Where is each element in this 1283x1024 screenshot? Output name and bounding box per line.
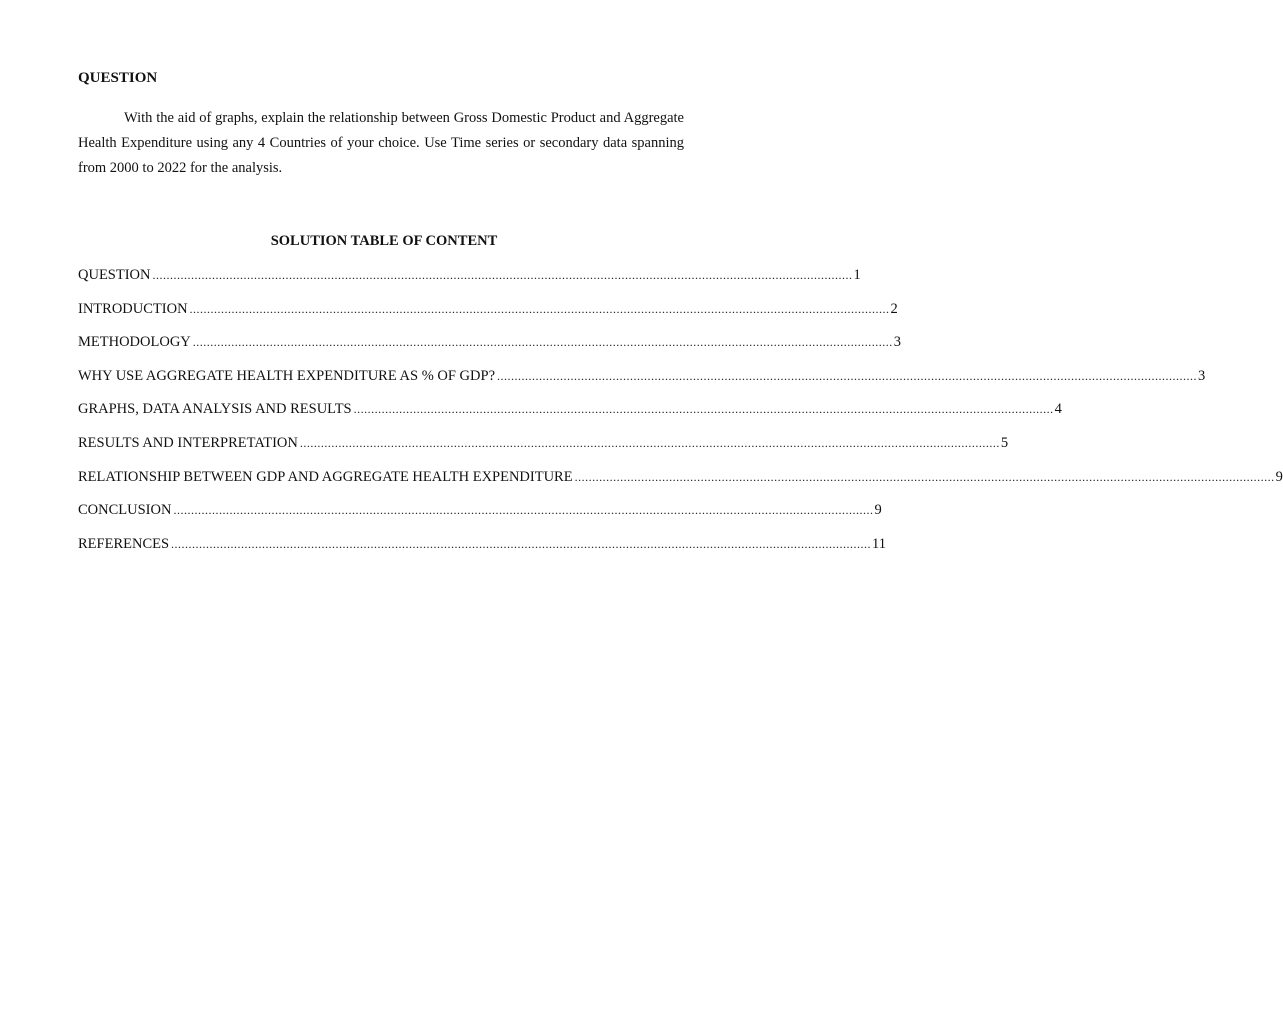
toc-dot-leader: ........................................................................................................................................................................................................ <box>192 335 893 350</box>
toc-entry-label: METHODOLOGY <box>78 334 191 351</box>
question-heading: QUESTION <box>78 70 158 86</box>
toc-entry-question[interactable] <box>78 267 861 301</box>
toc-entry-label: RELATIONSHIP BETWEEN GDP AND AGGREGATE HEALTH EXPENDITURE <box>78 468 573 485</box>
toc-entry-references[interactable] <box>78 535 887 570</box>
toc-entry-label: RESULTS AND INTERPRETATION <box>78 434 298 451</box>
toc-dot-leader: ........................................................................................................................................................................................................ <box>497 368 1198 383</box>
toc-entry-conclusion[interactable] <box>78 502 882 536</box>
toc-entry-methodology[interactable] <box>78 334 902 368</box>
toc-entry-results[interactable] <box>78 434 1009 469</box>
toc-dot-leader: ........................................................................................................................................................................................................ <box>574 469 1275 484</box>
toc-entry-label: INTRODUCTION <box>78 300 188 317</box>
toc-entry-page: 5 <box>1000 434 1009 451</box>
toc-entry-introduction[interactable] <box>78 300 898 335</box>
question-body: With the aid of graphs, explain the relationship between Gross Domestic Product and Aggregate Health Expenditure using any 4 Countries of your choice. Use Time series or secondary data spanning from 2000 to 2022 for the analysis. <box>78 110 684 176</box>
toc-entry-page: 9 <box>1275 468 1283 485</box>
toc-entry-graphs[interactable] <box>78 401 1062 435</box>
toc-title: SOLUTION TABLE OF CONTENT <box>270 233 498 249</box>
toc-entry-page: 11 <box>872 535 887 552</box>
toc-dot-leader: ........................................................................................................................................................................................................ <box>299 435 1000 450</box>
toc-entry-label: REFERENCES <box>78 535 170 552</box>
toc-entry-page: 2 <box>890 300 898 317</box>
toc-entry-label: WHY USE AGGREGATE HEALTH EXPENDITURE AS % OF GDP? <box>78 367 496 384</box>
toc-entry-label: CONCLUSION <box>78 502 172 519</box>
toc-entry-page: 9 <box>874 502 882 519</box>
toc-dot-leader: ........................................................................................................................................................................................................ <box>171 536 872 551</box>
toc-dot-leader: ........................................................................................................................................................................................................ <box>353 402 1054 417</box>
toc-entry-page: 4 <box>1054 401 1062 418</box>
toc-entry-page: 3 <box>893 334 902 351</box>
toc-entry-page: 1 <box>853 267 861 283</box>
toc-dot-leader: ........................................................................................................................................................................................................ <box>189 301 890 316</box>
toc-dot-leader: ........................................................................................................................................................................................................ <box>152 268 853 282</box>
table-of-contents <box>78 267 1283 569</box>
toc-dot-leader: ........................................................................................................................................................................................................ <box>173 503 874 518</box>
toc-entry-label: GRAPHS, DATA ANALYSIS AND RESULTS <box>78 401 352 418</box>
toc-entry-why-aggregate[interactable] <box>78 367 1206 402</box>
toc-entry-page: 3 <box>1198 367 1206 384</box>
toc-entry-label: QUESTION <box>78 267 151 283</box>
toc-entry-relationship[interactable] <box>78 468 1283 503</box>
